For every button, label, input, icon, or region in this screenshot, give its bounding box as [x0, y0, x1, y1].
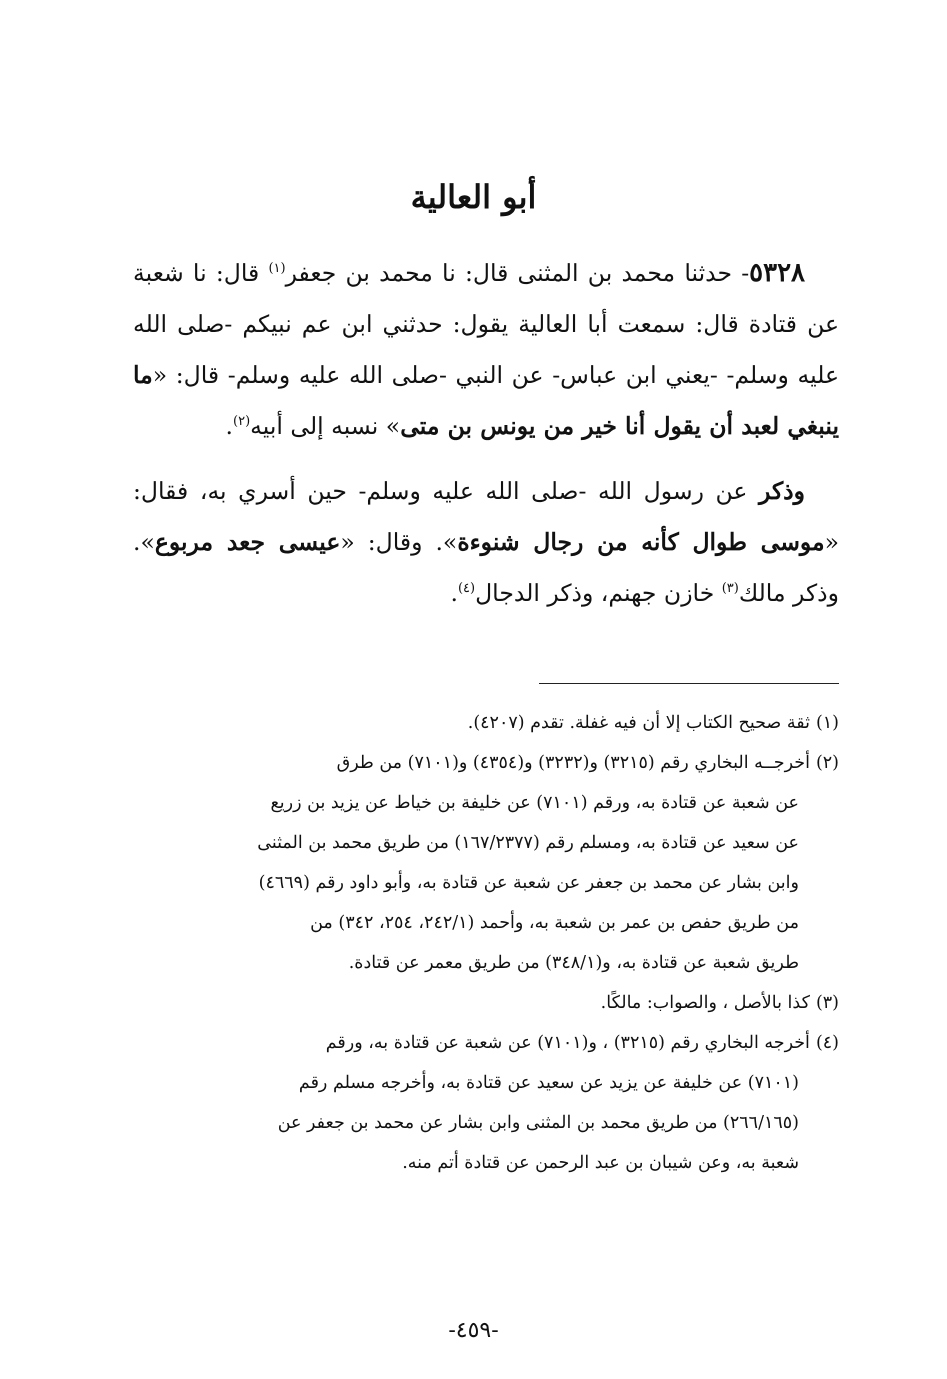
footnote-line	[133, 983, 839, 1023]
footnote-text: أخرجــه البخاري رقم (٣٢١٥) و(٣٢٣٢) و(٤٣٥٤) و(٧١٠١) من طرق	[336, 753, 810, 773]
text-run: .	[225, 412, 234, 440]
footnote-line: شعبة به، وعن شيبان بن عبد الرحمن عن قتادة أتم منه.	[402, 1153, 799, 1173]
chapter-heading: أبو العالية	[410, 178, 537, 216]
page-number: -٤٥٩-	[448, 1318, 499, 1343]
text-run: خازن جهنم، وذكر الدجال	[475, 579, 722, 607]
footnote-mark: (٢)	[815, 753, 839, 773]
footnote-line: طريق شعبة عن قتادة به، و(٣٤٨/١) من طريق معمر عن قتادة.	[348, 953, 799, 973]
footnote	[133, 983, 839, 1023]
footnote-line: عن سعيد عن قتادة به، ومسلم رقم (١٦٧/٢٣٧٧) من طريق محمد بن المثنى	[257, 833, 799, 853]
footnotes	[133, 703, 839, 1183]
hadith-matn: عيسى جعد مربوع	[154, 528, 341, 556]
footnote-mark: (٤)	[815, 1033, 839, 1053]
text-run: .	[450, 579, 458, 607]
footnote-ref[interactable]: (٢)	[233, 414, 251, 430]
footnote-text: كذا بالأصل ، والصواب: مالكًا.	[600, 993, 810, 1013]
hadith-matn: موسى طوال كأنه من رجال شنوءة	[457, 528, 825, 556]
footnote-line: من طريق حفص بن عمر بن شعبة به، وأحمد (٢٤٢/١، ٢٥٤، ٣٤٢) من	[310, 913, 799, 933]
text-run: » نسبه إلى أبيه	[250, 412, 401, 440]
footnote-text: ثقة صحيح الكتاب إلا أن فيه غفلة. تقدم (٤٢٠٧).	[467, 713, 810, 733]
footnote-line: (٧١٠١) عن خليفة عن يزيد عن سعيد عن قتادة به، وأخرجه مسلم رقم	[298, 1073, 799, 1093]
hadith-matn: ما ينبغي لعبد أن يقول أنا خير من يونس بن متى	[133, 361, 839, 440]
footnote-mark: (١)	[815, 713, 839, 733]
text-run: ». وقال: «	[340, 528, 458, 556]
footnote-ref[interactable]: (٤)	[457, 581, 476, 597]
footnote-line: عن شعبة عن قتادة به، ورقم (٧١٠١) عن خليفة بن خياط عن يزيد بن زريع	[270, 793, 799, 813]
bold-word: وذكر	[759, 477, 805, 505]
footnote-line	[133, 1023, 839, 1063]
footnote-line	[133, 703, 839, 743]
footnote-line: (٢٦٦/١٦٥) من طريق محمد بن المثنى وابن بشار عن محمد بن جعفر عن	[277, 1113, 799, 1133]
text-run: ». وذكر مالك	[133, 528, 839, 607]
footnote-mark: (٣)	[815, 993, 839, 1013]
footnote	[133, 703, 839, 743]
text-run: - حدثنا محمد بن المثنى قال: نا محمد بن جعفر	[285, 259, 750, 287]
footnote	[133, 743, 839, 983]
main-text	[133, 248, 839, 619]
footnote-ref[interactable]: (١)	[268, 261, 286, 277]
text-run: قال: نا شعبة عن قتادة قال: سمعت أبا العالية يقول: حدثني ابن عم نبيكم -صلى الله عليه وسلم- -يعني ابن عباس- عن النبي -صلى الله عليه وسلم- قال: «	[133, 259, 839, 389]
hadith-paragraph	[133, 248, 839, 452]
footnote-ref[interactable]: (٣)	[721, 581, 739, 597]
footnote	[133, 1023, 839, 1183]
footnote-line	[133, 743, 839, 783]
footnote-text: أخرجه البخاري رقم (٣٢١٥) ، و(٧١٠١) عن شعبة عن قتادة به، ورقم	[325, 1033, 810, 1053]
hadith-number: ٥٣٢٨	[749, 258, 805, 288]
hadith-paragraph	[133, 466, 839, 619]
footnote-line: وابن بشار عن محمد بن جعفر عن شعبة عن قتادة به، وأبو داود رقم (٤٦٦٩)	[258, 873, 799, 893]
text-run: عن رسول الله -صلى الله عليه وسلم- حين أسري به، فقال: «	[133, 477, 839, 556]
footnote-separator	[539, 683, 839, 684]
